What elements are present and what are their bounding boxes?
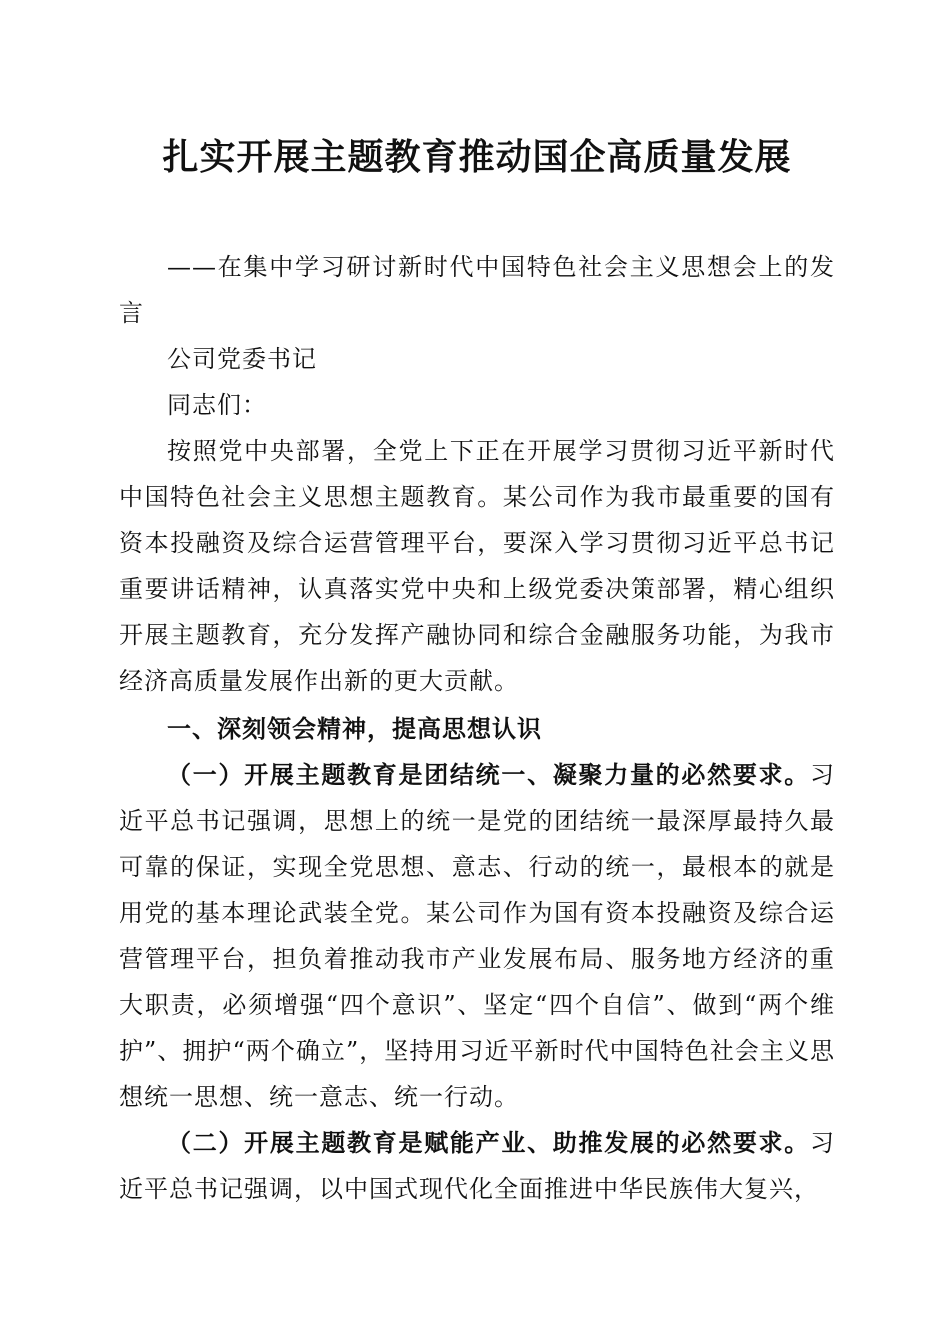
intro-paragraph: 按照党中央部署，全党上下正在开展学习贯彻习近平新时代中国特色社会主义思想主题教育。某公司作为我市最重要的国有资本投融资及综合运营管理平台，要深入学习贯彻习近平总书记重要讲话精神，认真落实党中央和上级党委决策部署，精心组织开展主题教育，充分发挥产融协同和综合金融服务功能，为我市经济高质量发展作出新的更大贡献。	[119, 437, 835, 695]
author-line: 公司党委书记	[167, 345, 317, 373]
item-1-lead: （一）开展主题教育是团结统一、凝聚力量的必然要求。	[167, 760, 810, 789]
paragraph-item-1	[119, 752, 835, 1120]
document-title: 扎实开展主题教育推动国企高质量发展	[162, 137, 792, 178]
item-2-lead: （二）开展主题教育是赋能产业、助推发展的必然要求。	[167, 1128, 810, 1157]
item-1-body: 习近平总书记强调，思想上的统一是党的团结统一最深厚最持久最可靠的保证，实现全党思想、意志、行动的统一，最根本的就是用党的基本理论武装全党。某公司作为国有资本投融资及综合运营管理平台，担负着推动我市产业发展布局、服务地方经济的重大职责，必须增强“四个意识”、坚定“四个自信”、做到“两个维护”、拥护“两个确立”，坚持用习近平新时代中国特色社会主义思想统一思想、统一意志、统一行动。	[119, 761, 835, 1111]
item-2-body: 习近平总书记强调，以中国式现代化全面推进中华民族伟大复兴，	[119, 1129, 835, 1203]
section-heading-1: 一、深刻领会精神，提高思想认识	[167, 715, 542, 743]
document-subtitle: ——在集中学习研讨新时代中国特色社会主义思想会上的发言	[119, 253, 835, 327]
document-body	[119, 128, 835, 1212]
salutation: 同志们：	[167, 391, 267, 419]
paragraph-item-2	[119, 1120, 835, 1212]
